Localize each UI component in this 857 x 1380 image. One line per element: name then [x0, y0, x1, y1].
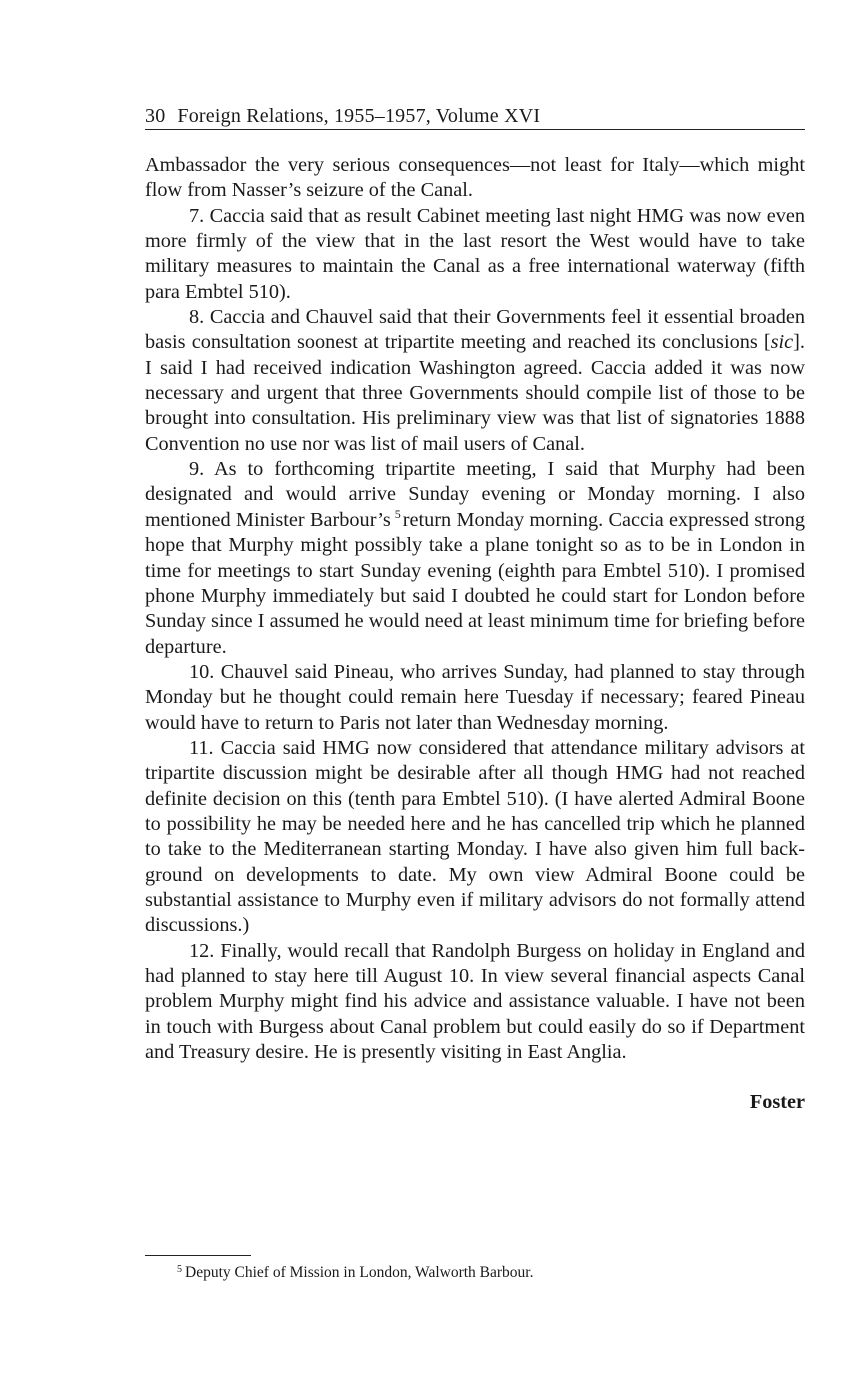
- footnote-marker: 5: [177, 1264, 182, 1275]
- paragraph-text: Ambassador the very serious consequences—not least for Italy—which might flow from Nasser’s seizure of the Canal.: [145, 154, 805, 202]
- paragraph-text: return Monday morning. Caccia expressed strong hope that Murphy might possibly take a plane tonight so as to be in London in time for meetings to start Sunday evening (eighth para Embtel 510). I promised phone Murphy immediately but said I doubted he could start for London before Sunday since I assumed he would need at least minimum time for briefing before departure.: [145, 508, 806, 658]
- footnote: [177, 1263, 533, 1283]
- paragraph-7: [145, 204, 805, 305]
- paragraph-10: [145, 660, 805, 736]
- paragraph-text: 12. Finally, would recall that Randolph Burgess on holiday in England and had planned to stay here till August 10. In view several financial aspects Canal problem Murphy might find his advice and assistance valuable. I have not been in touch with Burgess about Canal problem but could easily do so if Department and Treasury desire. He is presently visiting in East Anglia.: [145, 939, 805, 1064]
- footnote-text: Deputy Chief of Mission in London, Walworth Barbour.: [185, 1264, 534, 1281]
- paragraph-9: [145, 457, 805, 660]
- paragraph-text: 9. As to forthcoming tripartite meeting, I said that Murphy had been designated and would arrive Sunday evening or Monday morning. I also mentioned Minister Barbour’s: [145, 458, 805, 531]
- running-header: [145, 104, 805, 130]
- document-body: [145, 153, 805, 1114]
- footnote-reference[interactable]: 5: [394, 506, 401, 521]
- paragraph-text: 8. Caccia and Chauvel said that their Governments feel it essential broaden basis consultation soonest at tripartite meeting and reached its conclusions [: [145, 306, 805, 354]
- paragraph-text: 11. Caccia said HMG now considered that attendance military advisors at tripartite discussion might be desirable after all though HMG had not reached definite decision on this (tenth para Embtel 510). (I have alerted Admiral Boone to possibility he may be needed here and he has cancelled trip which he planned to take to the Mediterranean starting Monday. I have also given him full background on developments to date. My own view Admiral Boone could be substantial assistance to Murphy even if military advisors do not formally attend discussions.): [145, 736, 805, 937]
- signature: Foster: [749, 1091, 805, 1114]
- running-title: Foreign Relations, 1955–1957, Volume XVI: [177, 105, 541, 127]
- paragraph-text: 10. Chauvel said Pineau, who arrives Sunday, had planned to stay through Monday but he thought could remain here Tuesday if necessary; feared Pineau would have to return to Paris not later than Wednesday morning.: [145, 660, 805, 734]
- footnote-divider: [145, 1255, 251, 1256]
- paragraph-text: ]. I said I had received indication Washington agreed. Caccia added it was now necessary and urgent that three Governments should compile list of those to be brought into consultation. His preliminary view was that list of signatories 1888 Convention no use nor was list of mail users of Canal.: [145, 331, 805, 455]
- paragraph-11: [145, 736, 805, 939]
- page-number: 30: [145, 105, 166, 127]
- paragraph-continued: [145, 153, 805, 204]
- paragraph-text: 7. Caccia said that as result Cabinet meeting last night HMG was now even more firmly of the view that in the last resort the West would have to take military measures to maintain the Canal as a free international waterway (fifth para Embtel 510).: [145, 204, 805, 303]
- sic-italic: sic: [770, 331, 794, 354]
- page-content: [145, 104, 805, 1114]
- paragraph-12: [145, 939, 805, 1066]
- paragraph-8: [145, 305, 805, 457]
